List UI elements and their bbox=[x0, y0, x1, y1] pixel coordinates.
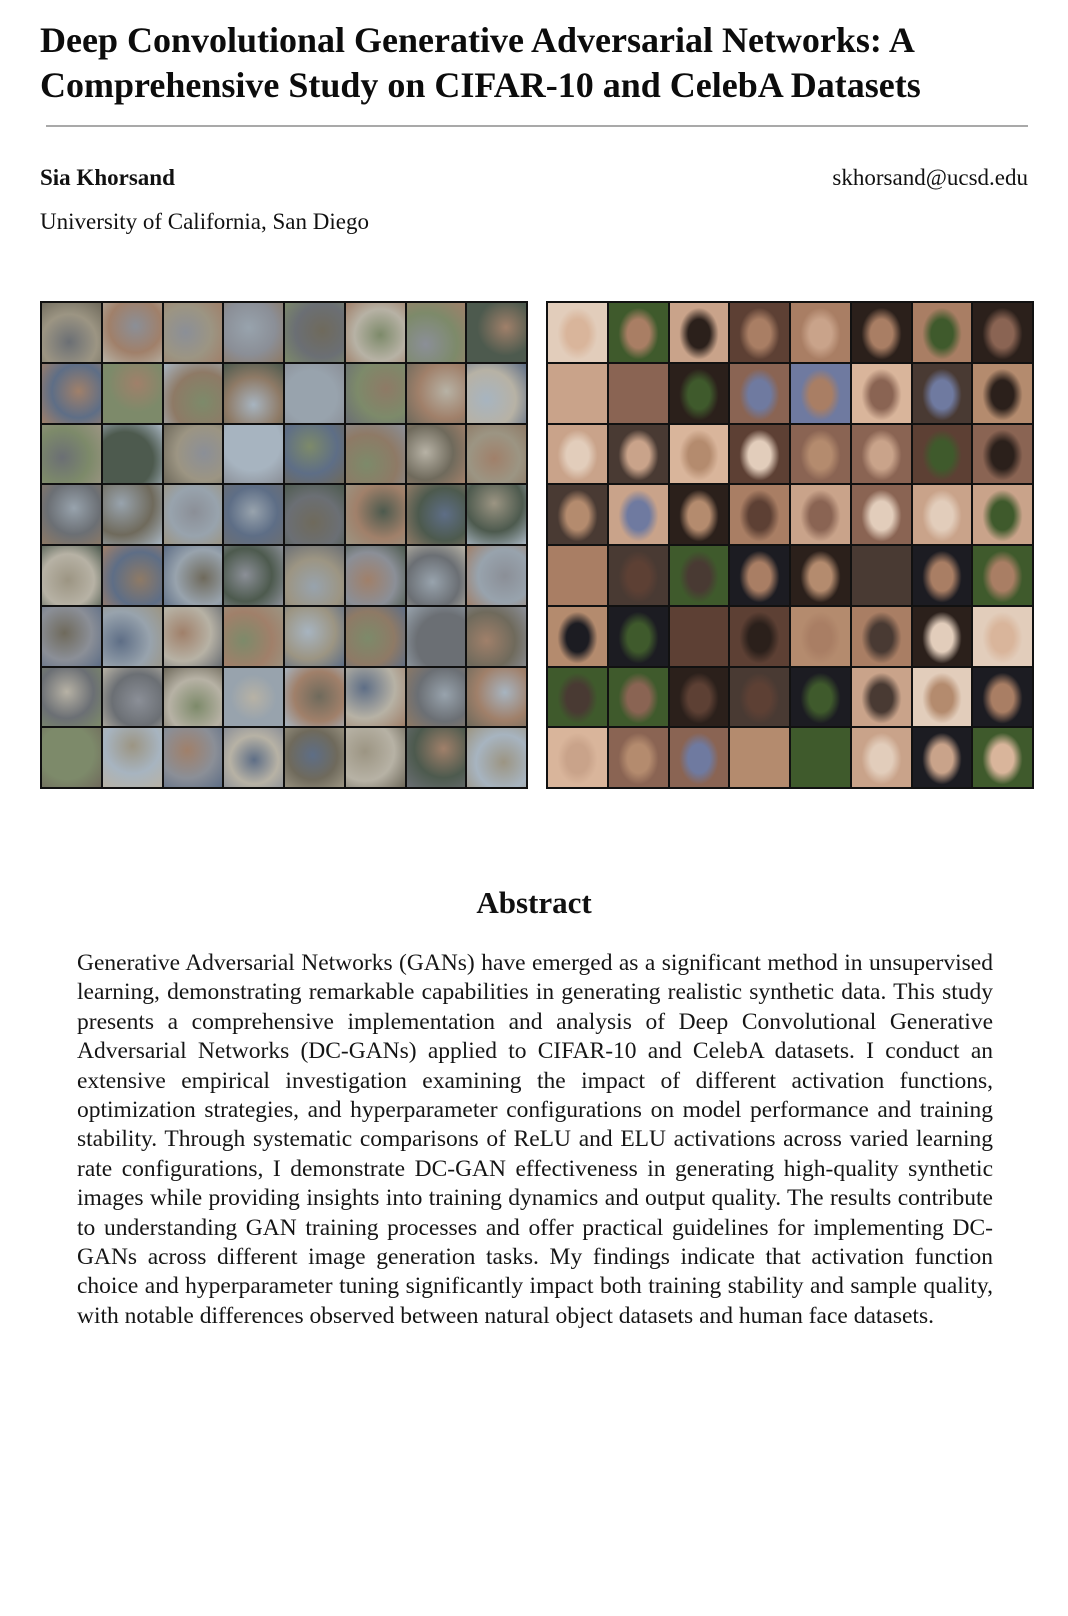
sample-image-tile bbox=[103, 364, 162, 423]
sample-image-tile bbox=[791, 546, 850, 605]
sample-image-tile bbox=[467, 546, 526, 605]
sample-image-tile bbox=[973, 668, 1032, 727]
sample-image-tile bbox=[852, 485, 911, 544]
sample-image-tile bbox=[42, 546, 101, 605]
sample-image-tile bbox=[407, 364, 466, 423]
sample-image-tile bbox=[407, 728, 466, 787]
abstract-text: Generative Adversarial Networks (GANs) have emerged as a significant method in unsupervised learning, demonstrating remarkable capabilities in generating realistic synthetic data. This study presents a comprehensive implementation and analysis of Deep Convolutional Generative Adversarial Networks (DC-GANs) applied to CIFAR-10 and CelebA datasets. I conduct an extensive empirical investigation examining the impact of different activation functions, optimization strategies, and hyperparameter configurations on model performance and training stability. Through systematic comparisons of ReLU and ELU activations across varied learning rate configurations, I demonstrate DC-GAN effectiveness in generating high-quality synthetic images while providing insights into training dynamics and output quality. The results contribute to understanding GAN training processes and offer practical guidelines for implementing DC-GANs across different image generation tasks. My findings indicate that activation function choice and hyperparameter tuning significantly impact both training stability and sample quality, with notable differences observed between natural object datasets and human face datasets. bbox=[77, 950, 993, 1329]
sample-image-tile bbox=[346, 364, 405, 423]
paper-title: Deep Convolutional Generative Adversarial Networks: A Comprehensive Study on CIFAR-10 and CelebA Datasets bbox=[40, 20, 921, 105]
sample-image-tile bbox=[467, 425, 526, 484]
author-affiliation: University of California, San Diego bbox=[40, 209, 369, 234]
sample-image-tile bbox=[42, 364, 101, 423]
sample-image-tile bbox=[164, 364, 223, 423]
sample-image-tile bbox=[224, 425, 283, 484]
sample-image-tile bbox=[913, 485, 972, 544]
sample-image-tile bbox=[164, 607, 223, 666]
sample-image-tile bbox=[467, 485, 526, 544]
sample-image-tile bbox=[346, 607, 405, 666]
cifar10-generated-samples-grid bbox=[40, 301, 528, 789]
sample-image-tile bbox=[670, 728, 729, 787]
sample-image-tile bbox=[730, 546, 789, 605]
sample-image-tile bbox=[609, 485, 668, 544]
sample-image-tile bbox=[913, 303, 972, 362]
sample-image-tile bbox=[973, 728, 1032, 787]
sample-image-tile bbox=[346, 425, 405, 484]
sample-image-tile bbox=[164, 485, 223, 544]
sample-image-tile bbox=[791, 607, 850, 666]
sample-image-tile bbox=[852, 303, 911, 362]
sample-image-tile bbox=[791, 425, 850, 484]
sample-image-tile bbox=[346, 728, 405, 787]
celeba-generated-samples-grid bbox=[546, 301, 1034, 789]
sample-image-tile bbox=[42, 303, 101, 362]
sample-image-tile bbox=[670, 607, 729, 666]
sample-image-tile bbox=[164, 303, 223, 362]
sample-image-tile bbox=[730, 728, 789, 787]
sample-image-tile bbox=[285, 485, 344, 544]
sample-image-tile bbox=[164, 546, 223, 605]
sample-image-tile bbox=[346, 485, 405, 544]
sample-image-tile bbox=[407, 425, 466, 484]
sample-image-tile bbox=[852, 607, 911, 666]
sample-image-tile bbox=[670, 364, 729, 423]
sample-image-tile bbox=[407, 546, 466, 605]
sample-image-tile bbox=[730, 485, 789, 544]
sample-image-tile bbox=[285, 668, 344, 727]
author-email: skhorsand@ucsd.edu bbox=[832, 165, 1028, 190]
sample-image-tile bbox=[103, 546, 162, 605]
author-name: Sia Khorsand bbox=[40, 165, 175, 190]
sample-image-tile bbox=[670, 303, 729, 362]
sample-image-tile bbox=[407, 668, 466, 727]
abstract-heading: Abstract bbox=[476, 885, 592, 920]
sample-image-tile bbox=[548, 668, 607, 727]
sample-image-tile bbox=[224, 728, 283, 787]
sample-image-tile bbox=[791, 728, 850, 787]
sample-image-tile bbox=[407, 607, 466, 666]
sample-image-tile bbox=[407, 485, 466, 544]
sample-image-tile bbox=[42, 668, 101, 727]
sample-image-tile bbox=[103, 485, 162, 544]
sample-image-tile bbox=[103, 303, 162, 362]
sample-image-tile bbox=[791, 303, 850, 362]
sample-image-tile bbox=[548, 485, 607, 544]
sample-image-tile bbox=[224, 546, 283, 605]
sample-image-tile bbox=[852, 364, 911, 423]
sample-image-tile bbox=[224, 303, 283, 362]
sample-image-tile bbox=[913, 364, 972, 423]
sample-image-tile bbox=[730, 607, 789, 666]
sample-image-tile bbox=[548, 425, 607, 484]
sample-image-tile bbox=[103, 668, 162, 727]
sample-image-tile bbox=[973, 546, 1032, 605]
sample-image-tile bbox=[791, 485, 850, 544]
sample-image-tile bbox=[973, 607, 1032, 666]
sample-image-tile bbox=[913, 668, 972, 727]
sample-image-tile bbox=[670, 546, 729, 605]
sample-image-tile bbox=[913, 728, 972, 787]
sample-image-tile bbox=[973, 425, 1032, 484]
sample-image-tile bbox=[852, 425, 911, 484]
sample-image-tile bbox=[852, 668, 911, 727]
sample-image-tile bbox=[407, 303, 466, 362]
sample-image-tile bbox=[973, 303, 1032, 362]
sample-image-tile bbox=[42, 607, 101, 666]
sample-image-tile bbox=[224, 668, 283, 727]
sample-image-tile bbox=[609, 425, 668, 484]
sample-image-tile bbox=[670, 425, 729, 484]
sample-image-tile bbox=[103, 607, 162, 666]
sample-image-tile bbox=[285, 546, 344, 605]
sample-image-tile bbox=[467, 303, 526, 362]
sample-image-tile bbox=[285, 303, 344, 362]
sample-image-tile bbox=[609, 728, 668, 787]
sample-image-tile bbox=[791, 668, 850, 727]
title-divider bbox=[46, 125, 1028, 127]
sample-image-tile bbox=[548, 364, 607, 423]
sample-image-tile bbox=[852, 546, 911, 605]
sample-image-tile bbox=[467, 668, 526, 727]
sample-image-tile bbox=[285, 425, 344, 484]
sample-image-tile bbox=[609, 546, 668, 605]
sample-image-tile bbox=[42, 728, 101, 787]
sample-image-tile bbox=[730, 425, 789, 484]
sample-image-tile bbox=[730, 364, 789, 423]
sample-image-tile bbox=[548, 728, 607, 787]
sample-image-tile bbox=[730, 303, 789, 362]
sample-image-tile bbox=[224, 485, 283, 544]
sample-image-tile bbox=[467, 607, 526, 666]
sample-image-tile bbox=[609, 303, 668, 362]
sample-image-tile bbox=[548, 303, 607, 362]
sample-image-tile bbox=[609, 364, 668, 423]
sample-image-tile bbox=[346, 546, 405, 605]
sample-image-tile bbox=[730, 668, 789, 727]
sample-image-tile bbox=[609, 607, 668, 666]
sample-image-tile bbox=[973, 485, 1032, 544]
sample-image-tile bbox=[346, 668, 405, 727]
sample-image-tile bbox=[164, 425, 223, 484]
sample-image-tile bbox=[42, 485, 101, 544]
sample-image-tile bbox=[913, 546, 972, 605]
sample-image-tile bbox=[224, 364, 283, 423]
sample-image-tile bbox=[609, 668, 668, 727]
sample-image-tile bbox=[852, 728, 911, 787]
sample-image-tile bbox=[346, 303, 405, 362]
sample-image-tile bbox=[42, 425, 101, 484]
sample-image-tile bbox=[548, 546, 607, 605]
sample-image-tile bbox=[164, 728, 223, 787]
sample-image-tile bbox=[913, 425, 972, 484]
sample-image-tile bbox=[791, 364, 850, 423]
sample-image-tile bbox=[103, 728, 162, 787]
sample-image-tile bbox=[285, 364, 344, 423]
sample-image-tile bbox=[973, 364, 1032, 423]
sample-image-tile bbox=[670, 668, 729, 727]
sample-image-tile bbox=[224, 607, 283, 666]
sample-image-tile bbox=[467, 728, 526, 787]
sample-image-tile bbox=[548, 607, 607, 666]
sample-image-tile bbox=[467, 364, 526, 423]
sample-image-tile bbox=[913, 607, 972, 666]
sample-image-tile bbox=[285, 607, 344, 666]
sample-image-tile bbox=[103, 425, 162, 484]
sample-image-tile bbox=[670, 485, 729, 544]
sample-image-tile bbox=[285, 728, 344, 787]
sample-image-tile bbox=[164, 668, 223, 727]
